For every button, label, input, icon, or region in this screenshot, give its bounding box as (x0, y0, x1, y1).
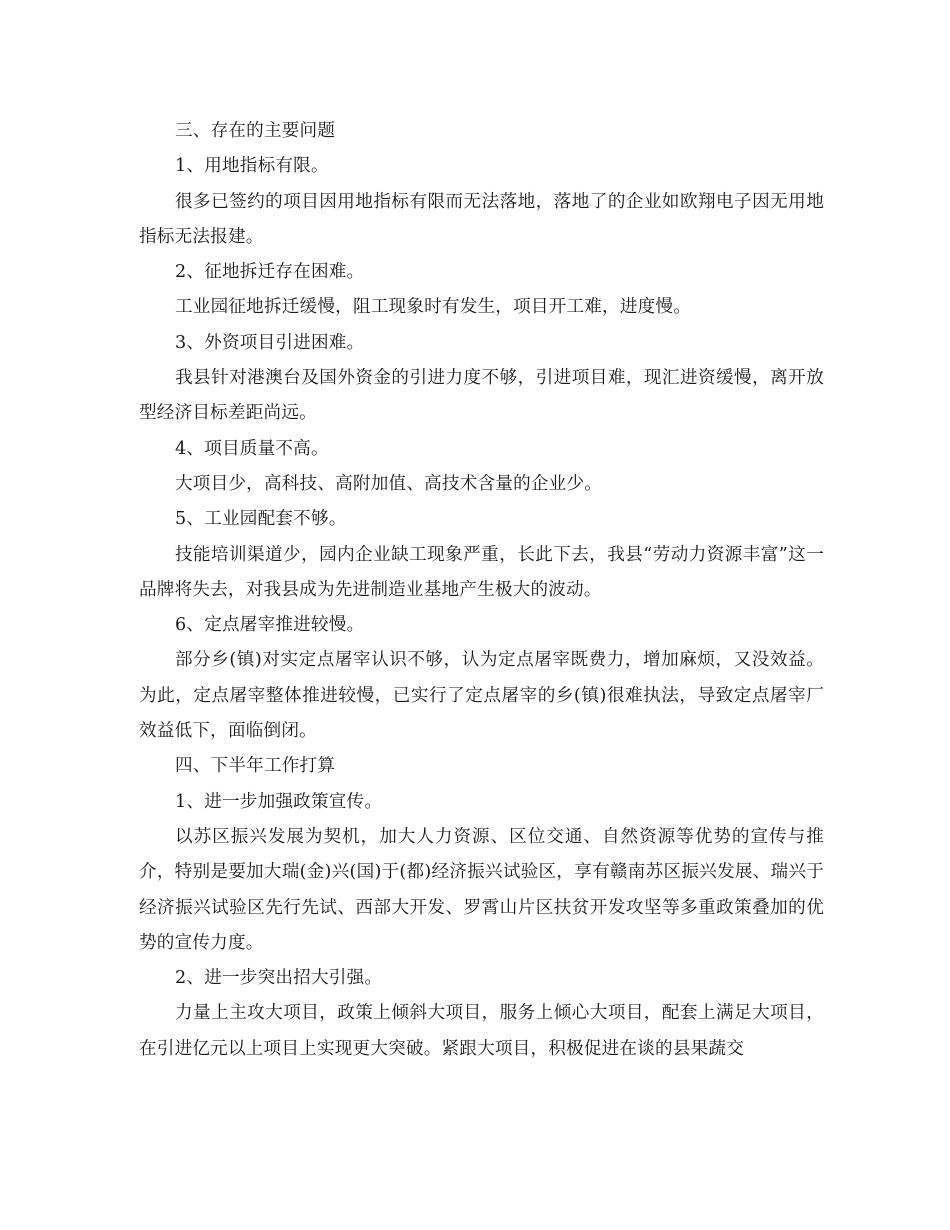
subheading: 2、征地拆迁存在困难。 (175, 262, 365, 283)
subheading: 1、进一步加强政策宣传。 (175, 791, 383, 812)
body-paragraph: 部分乡(镇)对实定点屠宰认识不够，认为定点屠宰既费力，增加麻烦，又没效益。为此，定点屠宰整体推进较慢，已实行了定点屠宰的乡(镇)很难执法，导致定点屠宰厂效益低下，面临倒闭。 (139, 650, 824, 742)
subheading: 6、定点屠宰推进较慢。 (175, 615, 365, 636)
body-paragraph: 我县针对港澳台及国外资金的引进力度不够，引进项目难，现汇进资缓慢，离开放型经济目标差距尚远。 (139, 368, 824, 424)
section-heading: 三、存在的主要问题 (175, 121, 336, 141)
section-heading: 四、下半年工作打算 (175, 756, 336, 777)
subheading: 2、进一步突出招大引强。 (175, 968, 383, 989)
body-paragraph: 技能培训渠道少，园内企业缺工现象严重，长此下去，我县“劳动力资源丰富”这一品牌将失去，对我县成为先进制造业基地产生极大的波动。 (139, 544, 824, 600)
subheading: 4、项目质量不高。 (175, 438, 329, 459)
document-body (139, 114, 824, 1067)
subheading: 1、用地指标有限。 (175, 156, 329, 177)
body-paragraph: 大项目少，高科技、高附加值、高技术含量的企业少。 (175, 473, 603, 494)
subheading: 3、外资项目引进困难。 (175, 332, 365, 353)
subheading: 5、工业园配套不够。 (175, 509, 347, 530)
body-paragraph: 力量上主攻大项目，政策上倾斜大项目，服务上倾心大项目，配套上满足大项目，在引进亿元以上项目上实现更大突破。紧跟大项目，积极促进在谈的县果蔬交 (139, 1003, 824, 1059)
body-paragraph: 工业园征地拆迁缓慢，阻工现象时有发生，项目开工难，进度慢。 (175, 297, 692, 318)
body-paragraph: 以苏区振兴发展为契机，加大人力资源、区位交通、自然资源等优势的宣传与推介，特别是要加大瑞(金)兴(国)于(都)经济振兴试验区，享有赣南苏区振兴发展、瑞兴于经济振兴试验区先行先试、西部大开发、罗霄山片区扶贫开发攻坚等多重政策叠加的优势的宣传力度。 (139, 826, 824, 953)
body-paragraph: 很多已签约的项目因用地指标有限而无法落地，落地了的企业如欧翔电子因无用地指标无法报建。 (139, 191, 824, 247)
